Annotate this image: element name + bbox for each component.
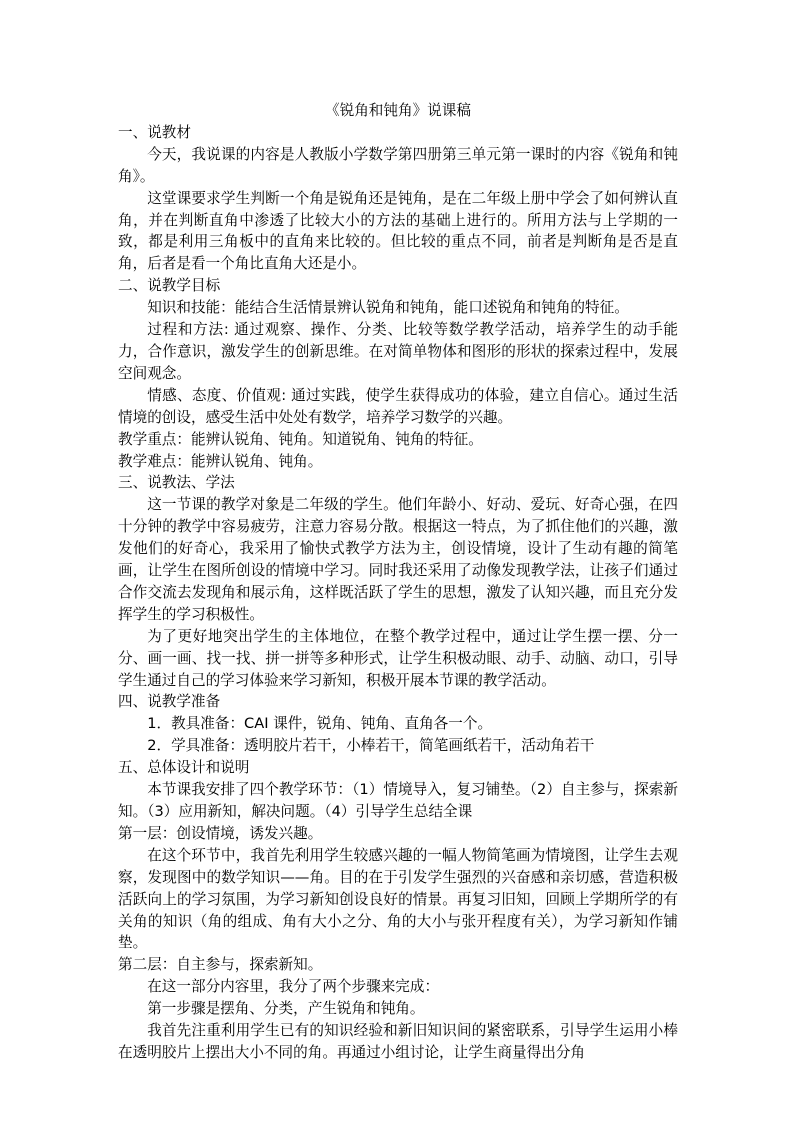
section-heading: 教学难点：能辨认锐角、钝角。 bbox=[118, 452, 323, 470]
paragraph: 我首先注重利用学生已有的知识经验和新旧知识间的紧密联系，引导学生运用小棒在透明胶片上摆出大小不同的角。再通过小组讨论，让学生商量得出分角 bbox=[118, 1022, 678, 1061]
section-heading: 三、说教法、学法 bbox=[118, 474, 235, 492]
section-heading: 四、说教学准备 bbox=[118, 693, 221, 711]
document-title: 《锐角和钝角》说课稿 bbox=[325, 102, 471, 119]
paragraph: 情感、态度、价值观: 通过实践，使学生获得成功的体验，建立自信心。通过生活情境的创设，感受生活中处处有数学，培养学习数学的兴趣。 bbox=[118, 386, 678, 426]
paragraph: 这一节课的教学对象是二年级的学生。他们年龄小、好动、爱玩、好奇心强，在四十分钟的教学中容易疲劳，注意力容易分散。根据这一特点，为了抓住他们的兴趣，激发他们的好奇心，我采用了愉快式教学方法为主，创设情境，设计了生动有趣的简笔画，让学生在图所创设的情境中学习。同时我还采用了动像发现教学法，让孩子们通过合作交流去发现角和展示角，这样既活跃了学生的思想，激发了认知兴趣，而且充分发挥学生的学习积极性。 bbox=[118, 496, 678, 623]
section-heading: 二、说教学目标 bbox=[118, 277, 221, 295]
section-heading: 第一层：创设情境，诱发兴趣。 bbox=[118, 824, 323, 842]
paragraph: 今天，我说课的内容是人教版小学数学第四册第三单元第一课时的内容《锐角和钝角》。 bbox=[118, 145, 678, 185]
document-body bbox=[118, 122, 678, 1064]
paragraph: 知识和技能：能结合生活情景辨认锐角和钝角，能口述锐角和钝角的特征。 bbox=[147, 299, 629, 317]
document-page bbox=[118, 100, 678, 1064]
section-heading: 第二层：自主参与，探索新知。 bbox=[118, 956, 323, 974]
paragraph: 过程和方法: 通过观察、操作、分类、比较等数学教学活动，培养学生的动手能力，合作意识，激发学生的创新思维。在对简单物体和图形的形状的探索过程中，发展空间观念。 bbox=[118, 321, 678, 382]
list-item: 1．教具准备：CAI 课件，锐角、钝角、直角各一个。 bbox=[147, 715, 493, 733]
paragraph: 为了更好地突出学生的主体地位，在整个教学过程中，通过让学生摆一摆、分一分、画一画、找一找、拼一拼等多种形式，让学生积极动眼、动手、动脑、动口，引导学生通过自己的学习体验来学习新知，积极开展本节课的教学活动。 bbox=[118, 627, 678, 689]
list-item: 2．学具准备：透明胶片若干，小棒若干，简笔画纸若干，活动角若干 bbox=[147, 737, 595, 755]
section-heading: 一、说教材 bbox=[118, 123, 191, 141]
paragraph: 第一步骤是摆角、分类，产生锐角和钝角。 bbox=[147, 1000, 425, 1018]
section-heading: 教学重点：能辨认锐角、钝角。知道锐角、钝角的特征。 bbox=[118, 430, 483, 448]
paragraph: 这堂课要求学生判断一个角是锐角还是钝角，是在二年级上册中学会了如何辨认直角，并在判断直角中渗透了比较大小的方法的基础上进行的。所用方法与上学期的一致，都是利用三角板中的直角来比较的。但比较的重点不同，前者是判断角是否是直角，后者是看一个角比直角大还是小。 bbox=[118, 189, 678, 273]
section-heading: 五、总体设计和说明 bbox=[118, 759, 250, 777]
paragraph: 在这一部分内容里，我分了两个步骤来完成： bbox=[147, 978, 440, 996]
paragraph: 本节课我安排了四个教学环节：（1）情境导入，复习铺垫。（2）自主参与，探索新知。（3）应用新知，解决问题。（4）引导学生总结全课 bbox=[118, 781, 678, 820]
paragraph: 在这个环节中，我首先利用学生较感兴趣的一幅人物简笔画为情境图，让学生去观察，发现图中的数学知识——角。目的在于引发学生强烈的兴奋感和亲切感，营造积极活跃向上的学习氛围，为学习新知创设良好的情景。再复习旧知，回顾上学期所学的有关角的知识（角的组成、角有大小之分、角的大小与张开程度有关），为学习新知作铺垫。 bbox=[118, 846, 678, 952]
